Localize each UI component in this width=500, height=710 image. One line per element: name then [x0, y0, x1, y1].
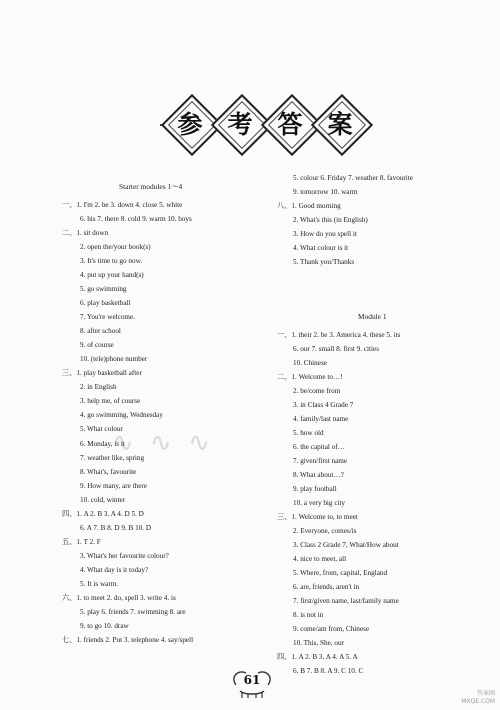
answer-line: 8. What about…? — [293, 471, 344, 479]
title-char: 案 — [327, 110, 353, 139]
answer-line: 10. cold, winter — [80, 495, 126, 504]
answer-line: 7. You're welcome. — [80, 313, 135, 322]
answer-line: 4. go swimming, Wednesday — [80, 411, 163, 420]
answer-line: 4. nice to meet, all — [293, 555, 347, 563]
answer-line: 五、1. T 2. F — [62, 537, 101, 546]
answer-line: 四、1. A 2. B 3. A 4. D 5. D — [62, 509, 144, 518]
answer-line: 6. his 7. there 8. cold 9. warm 10. boys — [80, 215, 192, 224]
answer-line: 2. What's this (in English) — [293, 216, 368, 224]
title-char: 答 — [277, 110, 303, 139]
answer-line: 三、1. play basketball after — [62, 369, 142, 378]
answer-line: 10. Chinese — [293, 359, 327, 367]
answer-line: 5. go swimming — [80, 285, 127, 294]
answer-line: 7. given/first name — [293, 457, 348, 465]
page-number: 61 — [243, 673, 261, 687]
answer-line: 5. Where, from, capital, England — [293, 569, 388, 577]
answer-line: 5. What colour — [80, 425, 123, 434]
answer-line: 8. What's, favourite — [80, 467, 137, 476]
answer-line: 8. after school — [80, 327, 121, 336]
answer-line: 八、1. Good morning — [277, 202, 341, 210]
answer-line: 9. tomorrow 10. warm — [293, 188, 358, 196]
answer-line: 5. how old — [293, 429, 324, 437]
title-banner — [160, 98, 365, 152]
answer-line: 3. What's her favourite colour? — [80, 551, 169, 560]
answer-line: 5. It is warm. — [80, 579, 119, 588]
answer-line: 6. our 7. small 8. first 9. cities — [293, 345, 380, 353]
answer-line: 一、1. their 2. be 3. America 4. these 5. its — [277, 331, 401, 339]
answer-line: 3. How do you spell it — [293, 230, 357, 238]
right-section-heading: Module 1 — [358, 312, 387, 321]
answer-line: 2. in English — [80, 383, 117, 392]
answer-line: 4. What colour is it — [293, 244, 349, 252]
answer-line: 3. Class 2 Grade 7, What/How about — [293, 541, 399, 549]
answer-line: 9. How many, are there — [80, 481, 147, 490]
answer-line: 七、1. friends 2. Put 3. telephone 4. say/spell — [62, 635, 194, 644]
title-char: 参 — [177, 110, 203, 139]
title-char: 考 — [227, 110, 253, 139]
answer-line: 9. play football — [293, 485, 337, 493]
answer-line: 9. of course — [80, 341, 114, 350]
answer-line: 7. weather like, spring — [80, 453, 145, 462]
answer-line: 2. open the/your book(s) — [80, 243, 151, 252]
answer-line: 2. Everyone, comes/is — [293, 527, 357, 535]
answer-line: 10. This, She, our — [293, 639, 344, 647]
answer-line: 10. a very big city — [293, 499, 346, 507]
answer-line: 5. Thank you/Thanks — [293, 258, 355, 266]
answer-line: 4. put up your hand(s) — [80, 271, 144, 280]
answer-line: 3. help me, of course — [80, 397, 141, 406]
answer-line: 3. in Class 4 Grade 7 — [293, 401, 354, 409]
answer-line: 3. It's time to go now. — [80, 257, 143, 266]
answer-line: 六、1. to meet 2. do, spell 3. write 4. is — [62, 593, 176, 602]
answer-line: 9. to go 10. draw — [80, 621, 129, 630]
answer-line: 6. B 7. B 8. A 9. C 10. C — [293, 667, 364, 675]
answer-line: 6. are, friends, aren't in — [293, 583, 360, 591]
answer-line: 5. colour 6. Friday 7. weather 8. favourite — [293, 174, 413, 182]
answer-line: 7. first/given name, last/family name — [293, 597, 399, 605]
answer-line: 6. the capital of… — [293, 443, 345, 451]
answer-line: 二、1. Welcome to…! — [277, 373, 343, 381]
answer-line: 8. is not in — [293, 611, 324, 619]
answer-line: 三、1. Welcome to, to meet — [277, 513, 358, 521]
background-watermark: ∿ ∿ ∿ — [112, 428, 214, 458]
answer-line: 4. family/last name — [293, 415, 349, 423]
answer-line: 四、1. A 2. B 3. A 4. A 5. A — [277, 653, 358, 661]
answer-line: 9. come/am from, Chinese — [293, 625, 370, 633]
answer-line: 一、1. I'm 2. be 3. down 4. close 5. white — [62, 201, 183, 209]
answer-line: 6. A 7. B 8. D 9. B 10. D — [80, 523, 152, 532]
answer-line: 二、1. sit down — [62, 229, 109, 238]
answer-line: 4. What day is it today? — [80, 565, 149, 574]
answer-line: 2. be/come from — [293, 387, 341, 395]
left-section-heading: Starter modules 1～4 — [119, 182, 183, 191]
answer-line: 10. (tele)phone number — [80, 355, 148, 364]
site-watermark: 答案圈 MXQE.COM — [461, 690, 495, 705]
answer-line: 6. play basketball — [80, 299, 131, 308]
answer-line: 5. play 6. friends 7. swimming 8. are — [80, 607, 186, 616]
answer-line: 6. Monday, is it — [80, 439, 125, 448]
